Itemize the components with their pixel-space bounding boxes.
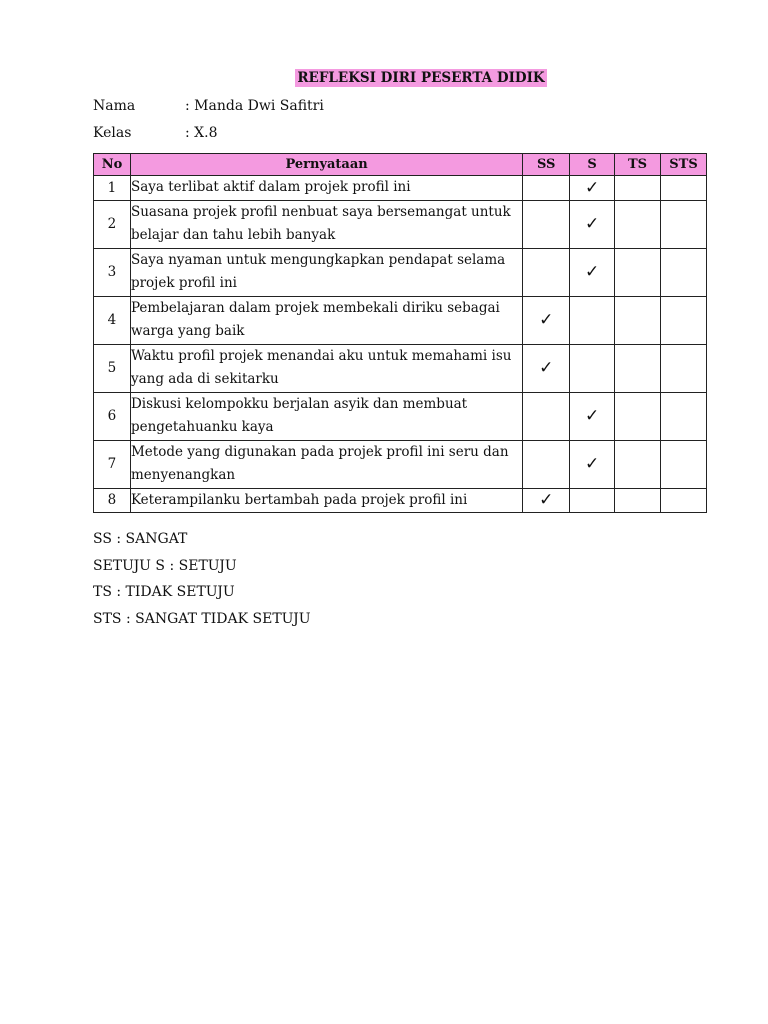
row-sts-cell [661, 344, 707, 392]
row-statement: Pembelajaran dalam projek membekali diriku sebagai warga yang baik [130, 296, 522, 344]
row-s-cell: ✓ [570, 200, 615, 248]
table-header-row [94, 154, 707, 176]
row-ts-cell [615, 296, 661, 344]
table-row [94, 296, 707, 344]
row-ss-cell [523, 200, 570, 248]
table-row [94, 440, 707, 488]
row-number: 6 [94, 392, 131, 440]
kelas-row [93, 125, 218, 141]
row-ts-cell [615, 488, 661, 513]
document-title [0, 70, 768, 86]
row-sts-cell [661, 200, 707, 248]
row-s-cell [570, 488, 615, 513]
row-ts-cell [615, 176, 661, 201]
row-ss-cell [523, 440, 570, 488]
table-row [94, 248, 707, 296]
row-sts-cell [661, 176, 707, 201]
row-ss-cell [523, 392, 570, 440]
header-ts: TS [615, 154, 661, 176]
table-row [94, 200, 707, 248]
row-ss-cell [523, 248, 570, 296]
row-s-cell: ✓ [570, 176, 615, 201]
row-ss-cell: ✓ [523, 344, 570, 392]
nama-row [93, 98, 324, 114]
row-number: 3 [94, 248, 131, 296]
kelas-label: Kelas [93, 125, 132, 141]
reflection-table [93, 153, 707, 513]
row-number: 4 [94, 296, 131, 344]
row-number: 7 [94, 440, 131, 488]
row-sts-cell [661, 296, 707, 344]
table-row [94, 392, 707, 440]
legend-item: TS : TIDAK SETUJU [93, 584, 235, 600]
row-statement: Waktu profil projek menandai aku untuk memahami isu yang ada di sekitarku [130, 344, 522, 392]
row-number: 5 [94, 344, 131, 392]
row-number: 2 [94, 200, 131, 248]
row-statement: Saya nyaman untuk mengungkapkan pendapat selama projek profil ini [130, 248, 522, 296]
row-ts-cell [615, 200, 661, 248]
row-sts-cell [661, 392, 707, 440]
row-ss-cell: ✓ [523, 296, 570, 344]
legend-item: SS : SANGAT [93, 531, 188, 547]
row-ts-cell [615, 440, 661, 488]
row-number: 8 [94, 488, 131, 513]
kelas-value: : X.8 [185, 125, 218, 141]
row-statement: Keterampilanku bertambah pada projek profil ini [130, 488, 522, 513]
row-statement: Diskusi kelompokku berjalan asyik dan membuat pengetahuanku kaya [130, 392, 522, 440]
header-sts: STS [661, 154, 707, 176]
legend-item: SETUJU S : SETUJU [93, 558, 237, 574]
nama-value: : Manda Dwi Safitri [185, 98, 324, 114]
header-s: S [570, 154, 615, 176]
row-sts-cell [661, 440, 707, 488]
table-row [94, 488, 707, 513]
row-statement: Metode yang digunakan pada projek profil ini seru dan menyenangkan [130, 440, 522, 488]
header-ss: SS [523, 154, 570, 176]
row-s-cell: ✓ [570, 248, 615, 296]
row-ss-cell: ✓ [523, 488, 570, 513]
document-title-text: REFLEKSI DIRI PESERTA DIDIK [297, 70, 545, 86]
row-statement: Suasana projek profil nenbuat saya bersemangat untuk belajar dan tahu lebih banyak [130, 200, 522, 248]
row-ss-cell [523, 176, 570, 201]
row-s-cell: ✓ [570, 392, 615, 440]
header-pernyataan: Pernyataan [130, 154, 522, 176]
row-number: 1 [94, 176, 131, 201]
row-s-cell [570, 296, 615, 344]
row-sts-cell [661, 488, 707, 513]
row-statement: Saya terlibat aktif dalam projek profil ini [130, 176, 522, 201]
nama-label: Nama [93, 98, 136, 114]
row-ts-cell [615, 248, 661, 296]
header-no: No [94, 154, 131, 176]
legend-item: STS : SANGAT TIDAK SETUJU [93, 611, 311, 627]
table-row [94, 176, 707, 201]
table-row [94, 344, 707, 392]
row-sts-cell [661, 248, 707, 296]
row-s-cell [570, 344, 615, 392]
row-ts-cell [615, 344, 661, 392]
row-ts-cell [615, 392, 661, 440]
row-s-cell: ✓ [570, 440, 615, 488]
